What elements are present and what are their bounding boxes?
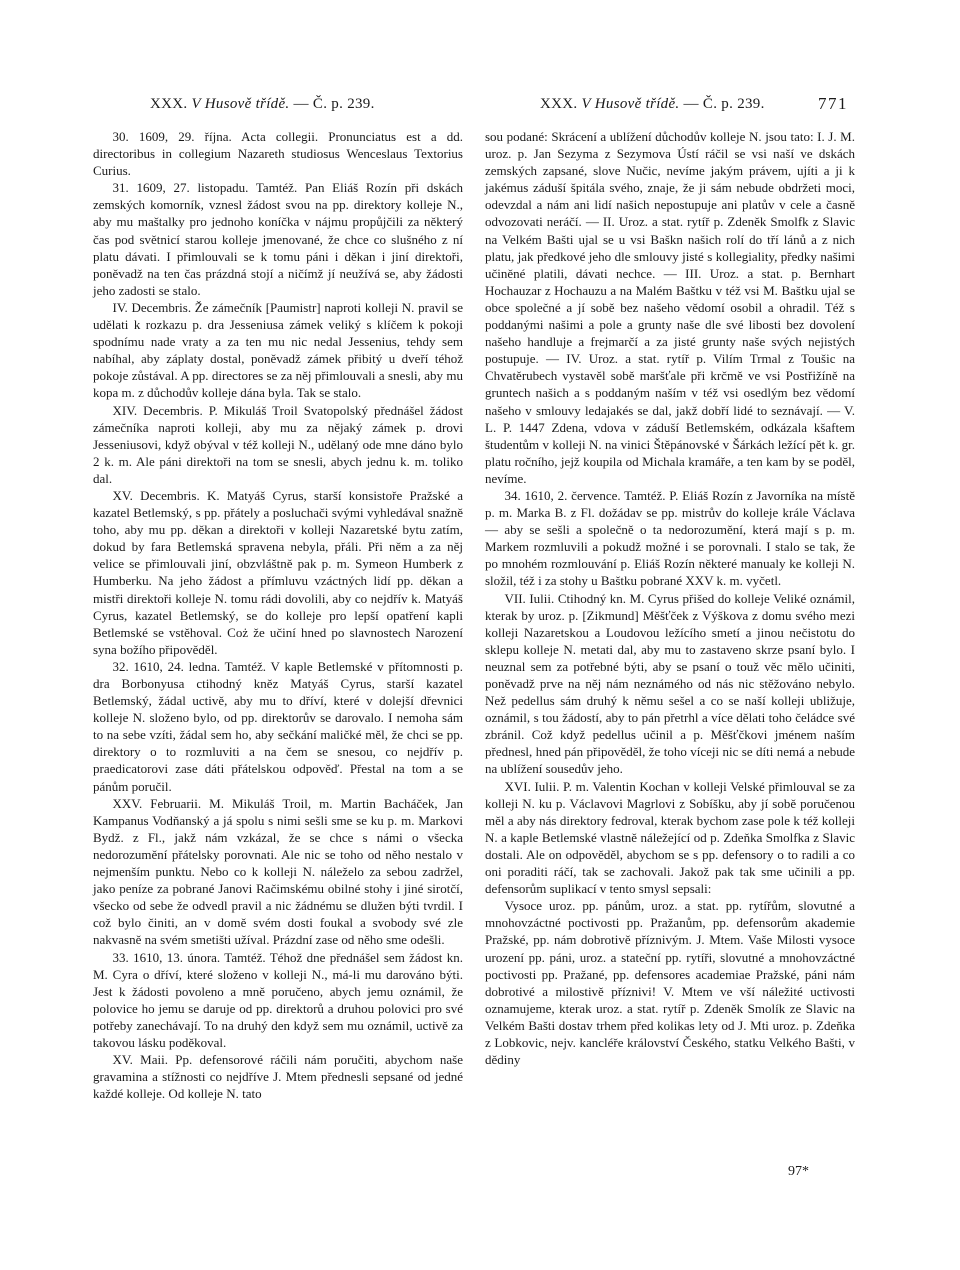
left-column: [93, 128, 463, 1102]
signature-mark: 97*: [788, 1164, 809, 1179]
entry-34-xvi-iulii: XVI. Iulii. P. m. Valentin Kochan v kolleji Velské přimlouval se za kolleji N. ku p. Václavovi Magrlovi z Sobíšku, aby jí sobě poručenou měl a aby nás direktory fedroval, kterak bychom zase pole k též kolleji N. a kaple Betlemské vlastně náležející od p. Zdeňka Smolfka z Slavic dostali. Ale on odpověděl, abychom se s pp. defensory o to radili a co oni poraditi ráčí, tak se zachovali. Jakož pak tak sme učinili a pp. defensorům suplikací v tento smysl sepsali:: [485, 778, 855, 897]
entry-31: 31. 1609, 27. listopadu. Tamtéž. Pan Eliáš Rozín při dskách zemských komorník, vznesl žádost svou na pp. direktory kolleje N., aby mu maštalky pro jednoho koníčka v nájmu propůjčili za některý čas pod světnicí starou kolleje jmenované, že chce co slušného z ní platu dávati. I přimlouvali se k tomu páni i děkan i jiní direktoři, poněvadž na ten čas prázdná stojí a ničímž jí neužívá se, aby žádosti jeho zadosti se stalo.: [93, 180, 463, 298]
header-left-prefix: XXX.: [150, 96, 188, 112]
entry-33: 33. 1610, 13. února. Tamtéž. Téhož dne přednášel sem žádost kn. M. Cyra o dříví, které složeno v kolleji N., má-li mu darováno býti. Jest k žádosti povoleno a mně poručeno, abych jemu oznámil, že polovice ho jemu se daruje od pp. direktorů a druhou polovici pro své potřeby zanechávají. To na druhý den když sem mu oznámil, uctivě za takovou lásku poděkoval.: [93, 949, 463, 1050]
entry-34: 34. 1610, 2. července. Tamtéž. P. Eliáš Rozín z Javorníka na místě p. m. Marka B. z Fl. dožádav se pp. mistrův do kolleje krále Václava — aby se sešli a společně o ta nedorozumění, která mají s p. m. Markem rozmluvili a pokudž možné i se porovnali. I stalo se tak, že po mnohém rozmlouvání p. Eliáš Rozín některé manualy ke kolleji N. složil, též i za stohy u Baštku pobrané XXV k. m. vyčetl.: [485, 487, 855, 589]
entry-32: 32. 1610, 24. ledna. Tamtéž. V kaple Betlemské v přítomnosti p. dra Borbonyusa ctihodný kněz Matyáš Cyrus, starší kazatel Betlemský, žádal uctivě, aby mu to dříví, které v dolejší dřevnici kolleje N. složeno bylo, od pp. direktorův se darovalo. I nemoha sám to na sebe vzíti, žádal sem ho, aby sečkání maličké měl, že chci se pp. direktory o to rozmluviti a na čem se snesou, co nejdřív p. praedicatorovi zase dáti přátelskou odpověď. Přestal na tom a se pánům poručil.: [93, 658, 463, 794]
running-header-left: [150, 96, 470, 113]
entry-32-xxv-februarii: XXV. Februarii. M. Mikuláš Troil, m. Martin Bacháček, Jan Kampanus Vodňanský a já spolu s nimi sešli sme se ku p. m. Markovi Bydž. z Fl., jakž nám vzkázal, že se chce s námi o všecka nedorozumění přátelsky porovnati. Ale nic se toho od něho nestalo v nejmenším punktu. Nebo co k kolleji N. náleželo za sebou zadržel, jako peníze za pobrané Janovi Račimskému obilné stohy i jiné sirotčí, všecko od sebe že odvedl pravil a nic žádnému se dlužen býti tvrdil. I což bylo činiti, an v domě svém dosti foukal a svobody své zle nakvasně na svém smetišti užíval. Prázdní zase od něho sme odešli.: [93, 795, 463, 948]
header-left-title: V Husově třídě.: [191, 96, 290, 112]
entry-34-vii-iulii: VII. Iulii. Ctihodný kn. M. Cyrus přišed do kolleje Veliké oznámil, kterak by uroz. p. [Zikmund] Měšťček z Výškova z domu svého mezi kolleji Nazaretskou a Loudovou ležícího smetí a jinou nečistotu do sklepu kolleje N. metati dal, aby mu to zastaveno skrze psaní bylo. I neuznal sem za potřebné býti, aby se psaní o touž věc mělo učiniti, poněvadž prve na něj nám neznámého od nás nic stěžováno nebylo. Než pedellus sám druhý k němu sešel a co se naší kolleji ubližuje, oznámil, s tou žádostí, aby to pán přetrhl a více dělati toho čeládce své zbránil. Což když pedellus učinil a p. Měšťčkovi jménem naším přednesl, hned pán připověděl, že toho víceji nic se díti nemá a nebude na ublížení sousedův jeho.: [485, 590, 855, 777]
entry-33-continued: sou podané: Skrácení a ublížení důchodův kolleje N. jsou tato: I. J. M. uroz. p. Jan Sezyma z Sezymova Ústí ráčil se vsi naší ve dskách zemských zapsané, slove Nučic, nevíme jakým právem, ujíti a ji k jakémus záduší špitála svého, znaje, že ji sám nebude obdržeti moci, odevzdal a nám ani lidí našich nepostupuje ani platův v cele a časně odvozovati neráčí. — II. Uroz. a stat. rytíř p. Zdeněk Smolfk z Slavic na Velkém Bašti ujal se u vsi Baškn našich rolí do tří lánů a z nich platu, jak předkové jeho dle smlouvy jisté s kollegiality, předky našimi učiněné platili, dávati nechce. — III. Uroz. a stat. p. Bernhart Hochauzar z Hochauzu a na Malém Baštku v též vsi M. Baštku ujal se obce společné a jí sobě bez našeho vědomí osobil a ohradil. Též s poddanými našimi a pole a grunty naše dle své libosti bez dovolení našeho handluje a frejmarčí a za jisté grunty naše svých nejistých postupuje. — IV. Uroz. a stat. rytíř p. Vilím Trmal z Toušic na Chvatěrubech vystavěl sobě maršťale při krčmě ve vsi Postřižíně na gruntech našich a s poddaným naším v též vsi osedlým bez vědomí našeho v smlouvy ledajakés se dal, jakž dobří lidé to seznávají. — V. L. P. 1447 Zdena, vdova v záduší Betlemském, odkázala kšaftem študentům v kolleji N. na vinici Štěpánovské v Šárkách ležící pět k. gr. platu ročního, jejž koupila od Michala kramáře, a ten kam by se poděl, nevíme.: [485, 129, 855, 486]
supplication-text: Vysoce uroz. pp. pánům, uroz. a stat. pp. rytířům, slovutné a mnohovzáctné poctivosti pp. Pražanům, pp. defensorům akademie Pražské, pp. nám dobrotivě příznivým. J. Mtem. Vaše Milosti vysoce urození pp. páni, uroz. a stateční pp. rytíři, slovutné a mnohovzáctné poctivosti pp. Pražané, pp. defensores academiae Pražské, páni nám dobrotivé a milostivě příznivi! V. Mtem ve vší náležité uctivosti oznamujeme, kterak uroz. a stat. rytíř p. Zdeněk Smolík ze Slavic na Velkém Bašti dostav trhem před kolikas lety od J. Mti uroz. p. Zdeňka z Lobkovic, nejv. kancléře království Českého, statku Velkého Bašti, v dědiny: [485, 898, 855, 1068]
entry-31-xiv-decembris: XIV. Decembris. P. Mikuláš Troil Svatopolský přednášel žádost zámečníka naproti kolleji, aby mu za nějaký zámek p. drovi Jesseniusovi, když obýval v též kolleji N., udělaný ode mne dáno bylo 2 k. m. Ale páni direktoři na tom se snesli, abych jednu k. m. toliko dal.: [93, 402, 463, 486]
entry-33-xv-maii: XV. Maii. Pp. defensorové ráčili nám poručiti, abychom naše gravamina a stížnosti co nejdříve J. Mtem přednesli sepsané od jedné každé kolleje. Od kolleje N. tato: [93, 1052, 463, 1102]
header-right-page: — Č. p. 239.: [683, 96, 765, 112]
entry-31-iv-decembris: IV. Decembris. Že zámečník [Paumistr] naproti kolleji N. pravil se udělati k rozkazu p. dra Jesseniusa zámek veliký s klíčem k pokoji spodnímu nade vraty a za ten mu nic nedal Jessenius, tehdy sem nabíhal, aby záplaty dostal, poněvadž zámek přibitý u dveří téhož pokoje zůstával. A pp. directores se za něj přimlouvali a snesli, aby mu kopa m. z důchodův kolleje dána byla. Tak se stalo.: [93, 299, 463, 401]
header-right-title: V Husově třídě.: [581, 96, 680, 112]
header-left-page: — Č. p. 239.: [293, 96, 375, 112]
running-header-right: [540, 96, 790, 113]
entry-31-xv-decembris: XV. Decembris. K. Matyáš Cyrus, starší konsistoře Pražské a kazatel Betlemský, s pp. přátely a posluchači svými vyhledával snažně toho, aby mu pp. děkan a direktoři v kolleji Nazaretské bytu zatím, dokud by fara Betlemská spravena nebyla, přáli. Při něm a za něj velice se přimlouvali jiní, obzvláštně pak p. m. Symeon Humberk z Humberku. Na jeho žádost a přímluvu vzáctných lidí pp. děkan a mistři direktoři kolleje N. tomu rádi dovolili, aby co nejdřív k. Matyáš Cyrus, kazatel Betlemský, se do kolleje pro lepší opatření kapli Betlemské se vstěhoval. Coż že učiní hned po slavnostech Narození syna božího připověděl.: [93, 487, 463, 657]
page-number: 771: [818, 94, 848, 113]
header-right-prefix: XXX.: [540, 96, 578, 112]
right-column: [485, 128, 855, 1068]
entry-30: 30. 1609, 29. října. Acta collegii. Pronunciatus est a dd. directoribus in collegium Nazareth studiosus Wenceslaus Textorius Curius.: [93, 129, 463, 179]
